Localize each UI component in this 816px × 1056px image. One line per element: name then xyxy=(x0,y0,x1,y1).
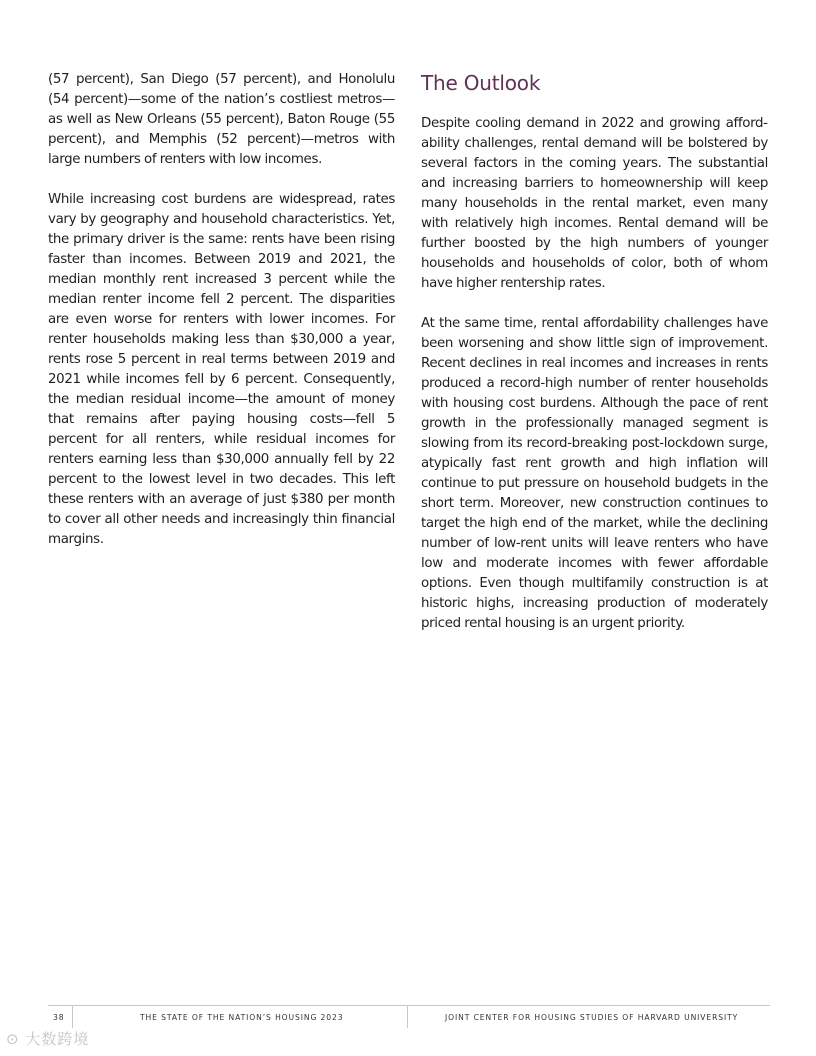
footer-separator-middle xyxy=(407,1006,408,1028)
footer-rule xyxy=(48,1005,770,1006)
footer-separator-left xyxy=(72,1006,73,1028)
section-heading: The Outlook xyxy=(421,71,541,95)
right-column xyxy=(421,70,768,654)
left-column xyxy=(48,70,395,570)
watermark xyxy=(6,1028,89,1049)
body-paragraph-2: While increasing cost burdens are widespread, rates vary by geography and household characteristics. Yet, the primary driver is the same: rents have been rising faster than incomes. Between 2019 and 2021, the median monthly rent increased 3 percent while the median renter income fell 2 percent. The disparities are even worse for renters with lower incomes. For renter households making less than $30,000 a year, rents rose 5 percent in real terms between 2019 and 2021 while incomes fell by 6 percent. Consequently, the median residual income—the amount of money that remains after paying housing costs—fell 5 percent for all renters, while residual incomes for renters earning less than $30,000 annually fell by 22 percent to the lowest level in two decades. This left these renters with an average of just $380 per month to cover all other needs and increasingly thin financial margins. xyxy=(48,192,395,547)
page-number: 38 xyxy=(53,1013,65,1022)
outlook-paragraph-2: At the same time, rental affordability challenges have been worsening and show little sign of improvement. Recent declines in real incomes and increases in rents produced a record-high number of renter households with housing cost burdens. Although the pace of rent growth in the professionally managed segment is slowing from its record-breaking post-lockdown surge, atypically fast rent growth and high inflation will continue to put pressure on household budgets in the short term. Moreover, new construction continues to target the high end of the market, while the declining number of low-rent units will leave renters who have low and moderate incomes with fewer affordable options. Even though multifamily construction is at historic highs, increasing production of moderately priced rental housing is an urgent priority. xyxy=(421,316,768,631)
organization-name: JOINT CENTER FOR HOUSING STUDIES OF HARVARD UNIVERSITY xyxy=(445,1013,739,1022)
watermark-logo-icon: ⊙ xyxy=(6,1030,20,1048)
outlook-paragraph-1: Despite cooling demand in 2022 and growing affordability challenges, rental demand will be bolstered by several factors in the coming years. The substantial and increasing barriers to homeownership will keep many households in the rental market, even many with relatively high incomes. Rental demand will be further boosted by the high numbers of younger households and households of color, both of whom have higher rentership rates. xyxy=(421,116,768,291)
report-title: THE STATE OF THE NATION’S HOUSING 2023 xyxy=(140,1013,344,1022)
watermark-text: 大数跨境 xyxy=(25,1030,90,1048)
body-paragraph-1: (57 percent), San Diego (57 percent), and Honolulu (54 percent)—some of the nation’s costliest metros—as well as New Orleans (55 percent), Baton Rouge (55 percent), and Memphis (52 percent)—metros with large numbers of renters with low incomes. xyxy=(48,72,395,167)
